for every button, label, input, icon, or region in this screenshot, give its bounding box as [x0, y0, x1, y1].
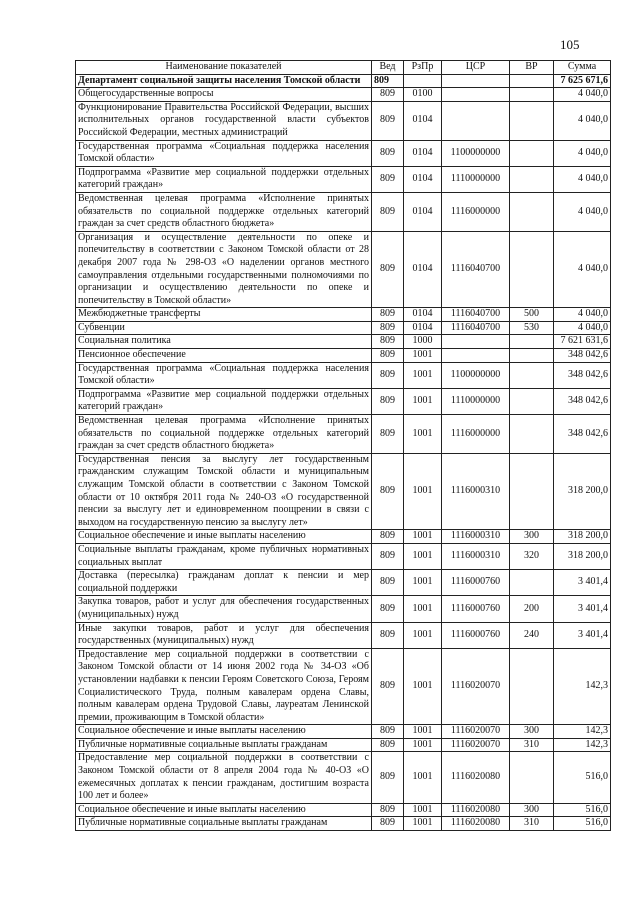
table-row [76, 231, 611, 308]
row-vr-cell: 300 [510, 530, 554, 544]
row-ved-cell: 809 [372, 140, 404, 166]
row-csr-cell: 1100000000 [442, 362, 510, 388]
row-csr-cell: 1116040700 [442, 231, 510, 308]
row-csr-cell: 1100000000 [442, 140, 510, 166]
row-sum-cell: 348 042,6 [554, 362, 611, 388]
row-csr-cell [442, 88, 510, 102]
row-ved-cell: 809 [372, 543, 404, 569]
row-vr-cell: 300 [510, 725, 554, 739]
row-name-cell: Предоставление мер социальной поддержки в соответствии с Законом Томской области от 8 апреля 2004 года № 40-ОЗ «О ежемесячных доплатах к пенсии гражданам, достигшим возраста 100 лет и более» [76, 752, 372, 803]
table-row [76, 101, 611, 140]
row-vr-cell [510, 570, 554, 596]
row-vr-cell [510, 648, 554, 725]
row-name-cell: Межбюджетные трансферты [76, 308, 372, 322]
row-rzpr-cell: 1001 [404, 622, 442, 648]
row-sum-cell: 7 625 671,6 [554, 74, 611, 88]
row-name-cell: Социальное обеспечение и иные выплаты населению [76, 803, 372, 817]
row-rzpr-cell: 0100 [404, 88, 442, 102]
row-rzpr-cell: 1001 [404, 725, 442, 739]
row-ved-cell: 809 [372, 166, 404, 192]
row-ved-cell: 809 [372, 738, 404, 752]
row-name-cell: Пенсионное обеспечение [76, 349, 372, 363]
row-rzpr-cell: 0104 [404, 101, 442, 140]
row-ved-cell: 809 [372, 388, 404, 414]
row-rzpr-cell: 0104 [404, 231, 442, 308]
row-sum-cell: 4 040,0 [554, 140, 611, 166]
row-rzpr-cell: 1000 [404, 335, 442, 349]
row-sum-cell: 3 401,4 [554, 570, 611, 596]
table-row [76, 140, 611, 166]
row-name-cell: Организация и осуществление деятельности по опеке и попечительству в соответствии с Законом Томской области от 28 декабря 2007 года № 298-ОЗ «О наделении органов местного самоуправления отдельными государственными полномочиями по организации и осуществлению деятельности по опеке и попечительству в Томской области» [76, 231, 372, 308]
row-rzpr-cell: 1001 [404, 362, 442, 388]
row-name-cell: Доставка (пересылка) гражданам доплат к пенсии и мер социальной поддержки [76, 570, 372, 596]
column-header-ved: Вед [372, 61, 404, 75]
row-name-cell: Ведомственная целевая программа «Исполнение принятых обязательств по социальной поддержке отдельных категорий граждан за счет средств областного бюджета» [76, 415, 372, 454]
row-sum-cell: 142,3 [554, 648, 611, 725]
row-csr-cell: 1110000000 [442, 388, 510, 414]
row-rzpr-cell: 1001 [404, 803, 442, 817]
row-sum-cell: 318 200,0 [554, 543, 611, 569]
row-vr-cell [510, 166, 554, 192]
row-rzpr-cell [404, 74, 442, 88]
table-row [76, 321, 611, 335]
row-name-cell: Публичные нормативные социальные выплаты гражданам [76, 817, 372, 831]
row-rzpr-cell: 1001 [404, 415, 442, 454]
row-csr-cell: 1116020080 [442, 817, 510, 831]
row-csr-cell [442, 101, 510, 140]
row-vr-cell [510, 101, 554, 140]
table-row [76, 738, 611, 752]
table-row [76, 349, 611, 363]
row-csr-cell: 1116020070 [442, 648, 510, 725]
row-sum-cell: 318 200,0 [554, 530, 611, 544]
table-row [76, 74, 611, 88]
budget-table [75, 60, 611, 831]
row-rzpr-cell: 0104 [404, 321, 442, 335]
row-ved-cell: 809 [372, 817, 404, 831]
row-name-cell: Социальные выплаты гражданам, кроме публичных нормативных социальных выплат [76, 543, 372, 569]
row-ved-cell: 809 [372, 308, 404, 322]
row-vr-cell [510, 388, 554, 414]
row-ved-cell: 809 [372, 752, 404, 803]
row-csr-cell: 1116000310 [442, 543, 510, 569]
row-rzpr-cell: 0104 [404, 192, 442, 231]
row-name-cell: Подпрограмма «Развитие мер социальной поддержки отдельных категорий граждан» [76, 166, 372, 192]
column-header-name: Наименование показателей [76, 61, 372, 75]
row-sum-cell: 3 401,4 [554, 596, 611, 622]
row-csr-cell: 1116000310 [442, 453, 510, 530]
row-sum-cell: 4 040,0 [554, 231, 611, 308]
row-name-cell: Общегосударственные вопросы [76, 88, 372, 102]
table-row [76, 803, 611, 817]
row-ved-cell: 809 [372, 321, 404, 335]
table-row [76, 543, 611, 569]
row-csr-cell: 1116000000 [442, 192, 510, 231]
row-sum-cell: 7 621 631,6 [554, 335, 611, 349]
table-row [76, 192, 611, 231]
table-body [76, 74, 611, 830]
row-sum-cell: 4 040,0 [554, 192, 611, 231]
row-rzpr-cell: 1001 [404, 388, 442, 414]
row-name-cell: Департамент социальной защиты населения Томской области [76, 74, 372, 88]
row-name-cell: Государственная программа «Социальная поддержка населения Томской области» [76, 140, 372, 166]
row-name-cell: Подпрограмма «Развитие мер социальной поддержки отдельных категорий граждан» [76, 388, 372, 414]
row-vr-cell: 310 [510, 817, 554, 831]
row-sum-cell: 516,0 [554, 817, 611, 831]
row-ved-cell: 809 [372, 530, 404, 544]
row-vr-cell [510, 362, 554, 388]
row-ved-cell: 809 [372, 74, 404, 88]
row-sum-cell: 4 040,0 [554, 88, 611, 102]
row-vr-cell: 500 [510, 308, 554, 322]
row-vr-cell [510, 231, 554, 308]
row-vr-cell: 530 [510, 321, 554, 335]
row-csr-cell [442, 335, 510, 349]
row-vr-cell [510, 74, 554, 88]
row-csr-cell: 1116000760 [442, 622, 510, 648]
row-sum-cell: 348 042,6 [554, 388, 611, 414]
row-rzpr-cell: 0104 [404, 166, 442, 192]
row-ved-cell: 809 [372, 803, 404, 817]
row-name-cell: Социальное обеспечение и иные выплаты населению [76, 725, 372, 739]
table-row [76, 415, 611, 454]
row-vr-cell [510, 453, 554, 530]
row-sum-cell: 516,0 [554, 752, 611, 803]
row-csr-cell: 1116040700 [442, 308, 510, 322]
row-name-cell: Предоставление мер социальной поддержки в соответствии с Законом Томской области от 14 июня 2002 года № 34-ОЗ «Об установлении надбавки к пенсии Героям Советского Союза, Героям Социалистического Труда, полным кавалерам ордена Славы, полным кавалерам ордена Трудовой Славы, лауреатам Ленинской премии, проживающим в Томской области» [76, 648, 372, 725]
row-ved-cell: 809 [372, 415, 404, 454]
row-ved-cell: 809 [372, 570, 404, 596]
row-rzpr-cell: 1001 [404, 453, 442, 530]
row-vr-cell [510, 140, 554, 166]
row-ved-cell: 809 [372, 362, 404, 388]
row-csr-cell: 1116020080 [442, 752, 510, 803]
row-csr-cell: 1116020080 [442, 803, 510, 817]
column-header-rzpr: РзПр [404, 61, 442, 75]
row-name-cell: Социальная политика [76, 335, 372, 349]
table-row [76, 622, 611, 648]
table-row [76, 88, 611, 102]
table-row [76, 648, 611, 725]
page-number: 105 [560, 37, 580, 52]
column-header-sum: Сумма [554, 61, 611, 75]
row-csr-cell: 1116020070 [442, 738, 510, 752]
row-rzpr-cell: 1001 [404, 530, 442, 544]
row-rzpr-cell: 1001 [404, 596, 442, 622]
row-name-cell: Функционирование Правительства Российской Федерации, высших исполнительных органов государственной власти субъектов Российской Федерации, местных администраций [76, 101, 372, 140]
row-ved-cell: 809 [372, 622, 404, 648]
row-vr-cell [510, 349, 554, 363]
row-rzpr-cell: 1001 [404, 349, 442, 363]
row-vr-cell: 200 [510, 596, 554, 622]
row-name-cell: Публичные нормативные социальные выплаты гражданам [76, 738, 372, 752]
row-ved-cell: 809 [372, 231, 404, 308]
row-name-cell: Социальное обеспечение и иные выплаты населению [76, 530, 372, 544]
row-csr-cell: 1116000760 [442, 596, 510, 622]
row-csr-cell [442, 349, 510, 363]
table-row [76, 166, 611, 192]
row-ved-cell: 809 [372, 335, 404, 349]
row-name-cell: Субвенции [76, 321, 372, 335]
row-csr-cell: 1116000000 [442, 415, 510, 454]
row-csr-cell: 1116000760 [442, 570, 510, 596]
row-rzpr-cell: 1001 [404, 817, 442, 831]
row-vr-cell: 320 [510, 543, 554, 569]
column-header-csr: ЦСР [442, 61, 510, 75]
row-rzpr-cell: 1001 [404, 752, 442, 803]
table-row [76, 725, 611, 739]
row-sum-cell: 348 042,6 [554, 349, 611, 363]
row-name-cell: Закупка товаров, работ и услуг для обеспечения государственных (муниципальных) нужд [76, 596, 372, 622]
row-vr-cell: 310 [510, 738, 554, 752]
table-row [76, 530, 611, 544]
table-row [76, 570, 611, 596]
row-rzpr-cell: 1001 [404, 648, 442, 725]
table-row [76, 752, 611, 803]
row-rzpr-cell: 1001 [404, 738, 442, 752]
row-vr-cell [510, 192, 554, 231]
row-sum-cell: 4 040,0 [554, 166, 611, 192]
row-name-cell: Иные закупки товаров, работ и услуг для обеспечения государственных (муниципальных) нужд [76, 622, 372, 648]
row-sum-cell: 348 042,6 [554, 415, 611, 454]
row-vr-cell: 240 [510, 622, 554, 648]
row-rzpr-cell: 0104 [404, 140, 442, 166]
table-row [76, 817, 611, 831]
table-row [76, 362, 611, 388]
row-ved-cell: 809 [372, 596, 404, 622]
row-csr-cell: 1116020070 [442, 725, 510, 739]
column-header-vr: ВР [510, 61, 554, 75]
row-ved-cell: 809 [372, 349, 404, 363]
row-vr-cell: 300 [510, 803, 554, 817]
row-name-cell: Ведомственная целевая программа «Исполнение принятых обязательств по социальной поддержке отдельных категорий граждан за счет средств областного бюджета» [76, 192, 372, 231]
row-vr-cell [510, 335, 554, 349]
row-rzpr-cell: 1001 [404, 543, 442, 569]
row-csr-cell: 1116000310 [442, 530, 510, 544]
table-row [76, 596, 611, 622]
table-row [76, 308, 611, 322]
row-vr-cell [510, 752, 554, 803]
row-rzpr-cell: 0104 [404, 308, 442, 322]
row-ved-cell: 809 [372, 453, 404, 530]
table-row [76, 453, 611, 530]
row-sum-cell: 4 040,0 [554, 101, 611, 140]
row-csr-cell [442, 74, 510, 88]
row-sum-cell: 318 200,0 [554, 453, 611, 530]
row-sum-cell: 4 040,0 [554, 321, 611, 335]
row-ved-cell: 809 [372, 192, 404, 231]
row-name-cell: Государственная пенсия за выслугу лет государственным гражданским служащим Томской области и муниципальным служащим Томской области в соответствии с Законом Томской области от 10 октября 2011 года № 240-ОЗ «О государственной пенсии за выслугу лет и единовременном поощрении в связи с выходом на государственную пенсию за выслугу лет» [76, 453, 372, 530]
table-row [76, 335, 611, 349]
table-header-row [76, 61, 611, 75]
row-vr-cell [510, 415, 554, 454]
row-ved-cell: 809 [372, 88, 404, 102]
row-name-cell: Государственная программа «Социальная поддержка населения Томской области» [76, 362, 372, 388]
row-csr-cell: 1116040700 [442, 321, 510, 335]
row-sum-cell: 4 040,0 [554, 308, 611, 322]
row-rzpr-cell: 1001 [404, 570, 442, 596]
row-sum-cell: 516,0 [554, 803, 611, 817]
row-sum-cell: 142,3 [554, 738, 611, 752]
row-vr-cell [510, 88, 554, 102]
table-row [76, 388, 611, 414]
row-sum-cell: 3 401,4 [554, 622, 611, 648]
row-ved-cell: 809 [372, 725, 404, 739]
row-ved-cell: 809 [372, 101, 404, 140]
row-ved-cell: 809 [372, 648, 404, 725]
row-sum-cell: 142,3 [554, 725, 611, 739]
row-csr-cell: 1110000000 [442, 166, 510, 192]
